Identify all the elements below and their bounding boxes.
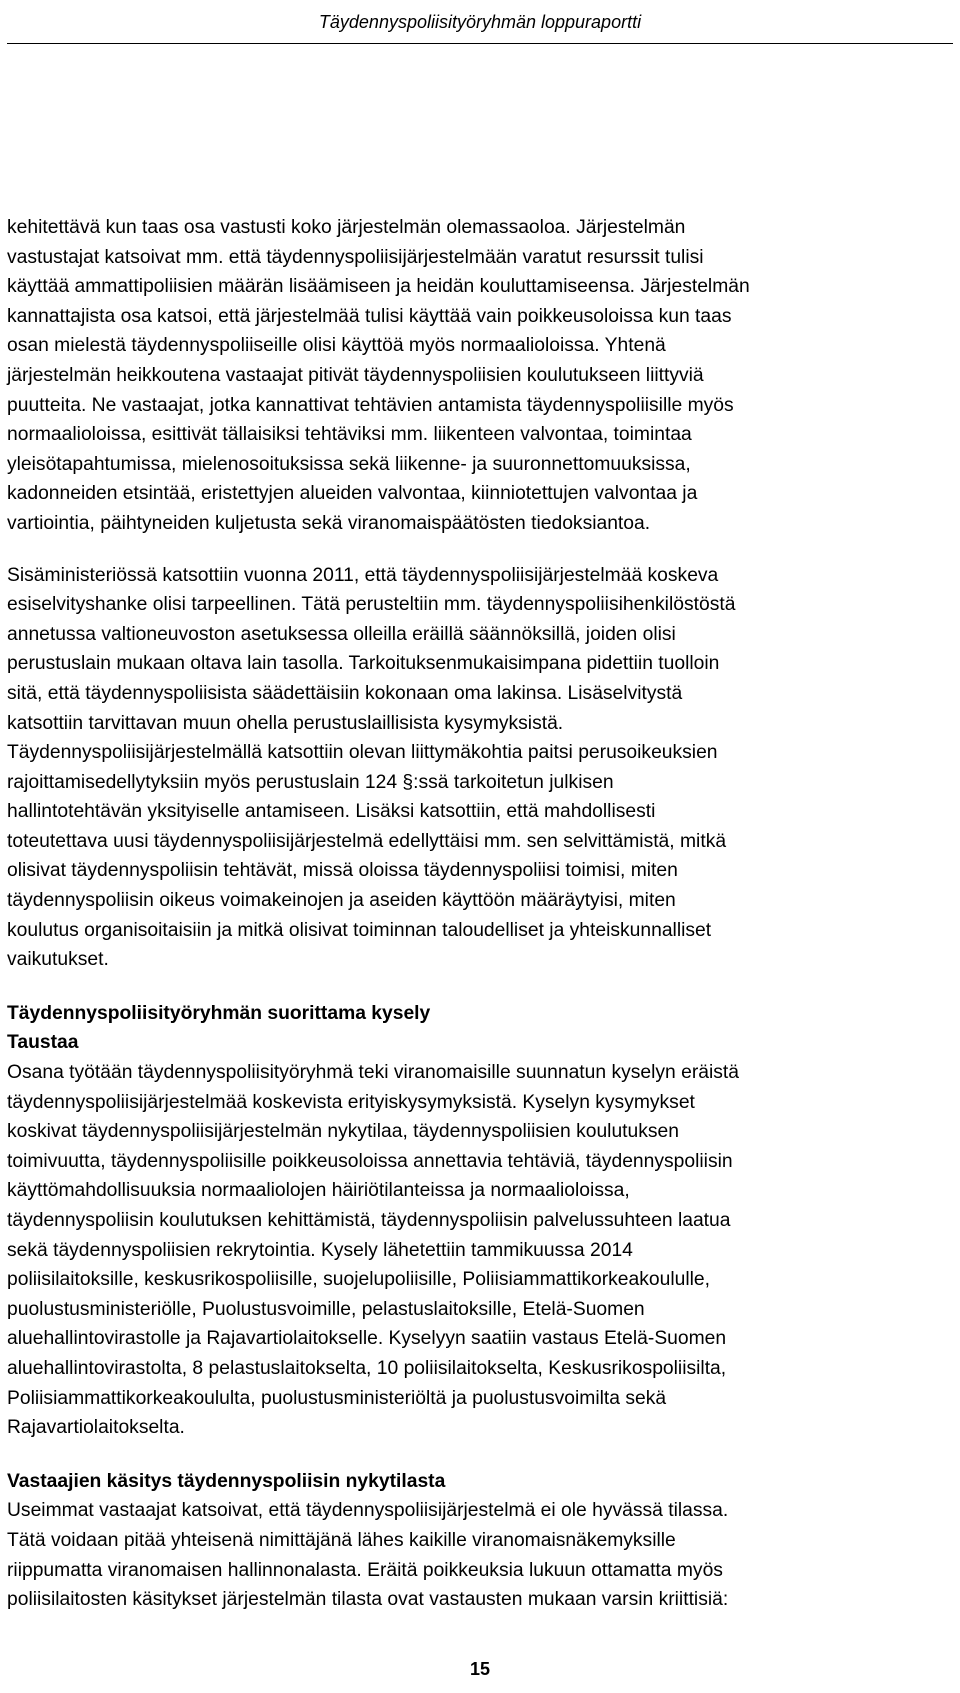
text-line: rajoittamisedellytyksiin myös perustuslain 124 §:ssä tarkoitetun julkisen — [7, 771, 614, 793]
text-line: Poliisiammattikorkeakoululta, puolustusministeriöltä ja puolustusvoimilta sekä — [7, 1387, 667, 1409]
paragraph-3 — [7, 1058, 957, 1443]
text-line: kannattajista osa katsoi, että järjestelmää tulisi käyttää vain poikkeusoloissa kun taas — [7, 305, 732, 327]
text-line: esiselvityshanke olisi tarpeellinen. Tätä perusteltiin mm. täydennyspoliisihenkilöstöstä — [7, 594, 736, 616]
text-line: sitä, että täydennyspoliisista säädettäisiin kokonaan oma lakinsa. Lisäselvitystä — [7, 682, 683, 704]
text-line: Useimmat vastaajat katsoivat, että täydennyspoliisijärjestelmä ei ole hyvässä tilassa. — [7, 1500, 729, 1522]
paragraph-4 — [7, 1496, 957, 1614]
text-line: täydennyspoliisin koulutuksen kehittämistä, täydennyspoliisin palvelussuhteen laatua — [7, 1210, 731, 1231]
text-line: järjestelmän heikkoutena vastaajat pitivät täydennyspoliisien koulutukseen liittyviä — [7, 364, 704, 386]
text-line: täydennyspoliisijärjestelmää koskevista erityiskysymyksistä. Kyselyn kysymykset — [7, 1091, 695, 1113]
paragraph-1 — [7, 213, 957, 539]
text-line: kadonneiden etsintää, eristettyjen alueiden valvontaa, kiinniotettujen valvontaa ja — [7, 483, 698, 505]
text-line: toteutettava uusi täydennyspoliisijärjestelmä edellyttäisi mm. sen selvittämistä, mitkä — [7, 830, 727, 852]
text-line: poliisilaitoksille, keskusrikospoliisille, suojelupoliisille, Poliisiammattikorkeakoululle, — [7, 1269, 710, 1291]
text-line: Osana työtään täydennyspoliisityöryhmä teki viranomaisille suunnatun kyselyn eräistä — [7, 1062, 739, 1084]
page-body — [7, 213, 957, 1615]
text-line: koulutus organisoitaisiin ja mitkä olisivat toiminnan taloudelliset ja yhteiskunnalliset — [7, 919, 712, 941]
text-line: hallintotehtävän yksityiselle antamiseen. Lisäksi katsottiin, että mahdollisesti — [7, 801, 656, 823]
section-heading-current-state: Vastaajien käsitys täydennyspoliisin nykytilasta — [7, 1470, 446, 1492]
text-line: Tätä voidaan pitää yhteisenä nimittäjänä lähes kaikille viranomaisnäkemyksille — [7, 1529, 676, 1551]
text-line: Sisäministeriössä katsottiin vuonna 2011, että täydennyspoliisijärjestelmää koskeva — [7, 564, 719, 586]
text-line: käyttömahdollisuuksia normaaliolojen häiriötilanteissa ja normaalioloissa, — [7, 1180, 630, 1202]
text-line: sekä täydennyspoliisien rekrytointia. Kysely lähetettiin tammikuussa 2014 — [7, 1239, 633, 1261]
paragraph-2 — [7, 561, 957, 975]
section-subheading-background: Taustaa — [7, 1032, 79, 1054]
text-line: olisivat täydennyspoliisin tehtävät, missä oloissa täydennyspoliisi toimisi, miten — [7, 860, 678, 882]
text-line: puolustusministeriölle, Puolustusvoimille, pelastuslaitoksille, Etelä-Suomen — [7, 1298, 645, 1320]
section-heading-survey: Täydennyspoliisityöryhmän suorittama kysely — [7, 1002, 431, 1024]
text-line: aluehallintovirastolta, 8 pelastuslaitokselta, 10 poliisilaitokselta, Keskusrikospoliisilta, — [7, 1357, 727, 1379]
text-line: Täydennyspoliisijärjestelmällä katsottiin olevan liittymäkohtia paitsi perusoikeuksien — [7, 742, 718, 764]
text-line: täydennyspoliisin oikeus voimakeinojen ja aseiden käyttöön määräytyisi, miten — [7, 890, 676, 912]
text-line: katsottiin tarvittavan muun ohella perustuslaillisista kysymyksistä. — [7, 712, 564, 734]
text-line: yleisötapahtumissa, mielenosoituksissa sekä liikenne- ja suuronnettomuuksissa, — [7, 453, 691, 475]
text-line: perustuslain mukaan oltava lain tasolla. Tarkoituksenmukaisimpana pidettiin tuolloin — [7, 653, 720, 675]
text-line: Rajavartiolaitokselta. — [7, 1417, 185, 1439]
running-header: Täydennyspoliisityöryhmän loppuraportti — [318, 12, 642, 32]
text-line: aluehallintovirastolle ja Rajavartiolaitokselle. Kyselyyn saatiin vastaus Etelä-Suomen — [7, 1328, 727, 1350]
text-line: vastustajat katsoivat mm. että täydennyspoliisijärjestelmään varatut resurssit tulisi — [7, 246, 704, 268]
text-line: puutteita. Ne vastaajat, jotka kannattivat tehtävien antamista täydennyspoliisille myös — [7, 394, 734, 416]
text-line: poliisilaitosten käsitykset järjestelmän tilasta ovat vastausten mukaan varsin kriittisiä: — [7, 1589, 729, 1611]
text-line: riippumatta viranomaisen hallinnonalasta. Eräitä poikkeuksia lukuun ottamatta myös — [7, 1559, 723, 1581]
text-line: toimivuutta, täydennyspoliisille poikkeusoloissa annettavia tehtäviä, täydennyspoliisin — [7, 1150, 733, 1172]
header-divider — [7, 43, 953, 44]
text-line: koskivat täydennyspoliisijärjestelmän nykytilaa, täydennyspoliisien koulutuksen — [7, 1121, 679, 1143]
text-line: normaalioloissa, esittivät tällaisiksi tehtäviksi mm. liikenteen valvontaa, toimintaa — [7, 424, 692, 446]
text-line: vaikutukset. — [7, 949, 109, 971]
page-number: 15 — [469, 1659, 491, 1679]
text-line: osan mielestä täydennyspoliiseille olisi käyttöä myös normaalioloissa. Yhtenä — [7, 335, 666, 357]
text-line: kehitettävä kun taas osa vastusti koko järjestelmän olemassaoloa. Järjestelmän — [7, 217, 686, 238]
text-line: käyttää ammattipoliisien määrän lisäämiseen ja heidän kouluttamiseensa. Järjestelmän — [7, 276, 750, 298]
text-line: vartiointia, päihtyneiden kuljetusta sekä viranomaispäätösten tiedoksiantoa. — [7, 512, 651, 534]
text-line: annetussa valtioneuvoston asetuksessa olleilla eräillä säännöksillä, joiden olisi — [7, 623, 676, 645]
